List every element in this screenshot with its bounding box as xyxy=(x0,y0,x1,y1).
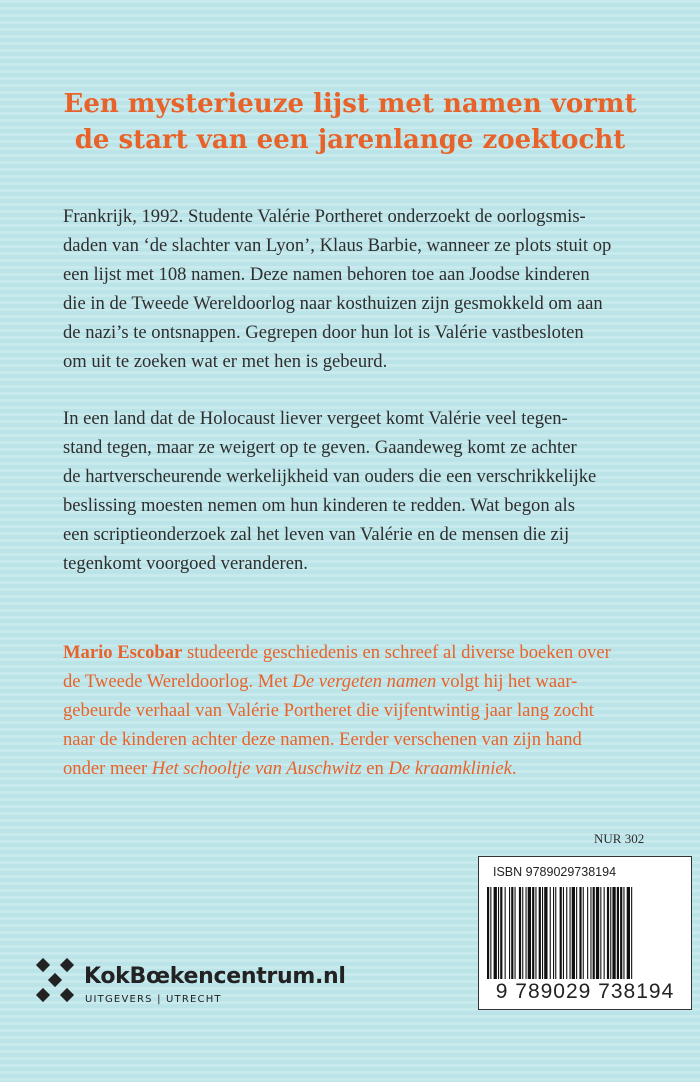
publisher-subtitle: UITGEVERS | UTRECHT xyxy=(85,994,222,1005)
barcode-bar xyxy=(553,887,554,979)
text-line: naar de kinderen achter deze namen. Eerder verschenen van zijn hand xyxy=(63,729,582,750)
barcode-bar xyxy=(539,887,541,979)
kok-logo-icon xyxy=(34,958,78,1006)
barcode-bar xyxy=(511,887,513,979)
headline-line: Een mysterieuze lijst met namen vormt xyxy=(63,89,637,119)
barcode-bar xyxy=(515,887,516,979)
barcode-bar xyxy=(498,887,499,979)
barcode-bar xyxy=(620,887,622,979)
barcode-bar xyxy=(555,887,556,979)
text-line: stand tegen, maar ze weigert op te geven. Gaandeweg komt ze achter xyxy=(63,437,577,458)
barcode-bar xyxy=(542,887,543,979)
barcode-bar xyxy=(617,887,619,979)
text-fragment: volgt hij het waar- xyxy=(436,671,578,692)
text-fragment: . xyxy=(511,758,517,779)
text-line xyxy=(63,667,653,696)
barcode-bar xyxy=(519,887,521,979)
text-fragment: onder meer xyxy=(63,758,152,779)
barcode-bar xyxy=(627,887,630,979)
barcode-bars xyxy=(485,887,685,979)
barcode-bar xyxy=(612,887,615,979)
text-line xyxy=(63,754,653,783)
text-line: die in de Tweede Wereldoorlog naar kosthuizen zijn gesmokkeld om aan xyxy=(63,293,603,314)
barcode-bar xyxy=(604,887,605,979)
author-name: Mario Escobar xyxy=(63,642,183,663)
barcode-bar xyxy=(500,887,502,979)
book-title: Het schooltje van Auschwitz xyxy=(151,758,362,779)
book-title: De kraamkliniek xyxy=(388,758,512,779)
author-bio xyxy=(63,638,653,783)
barcode-bar xyxy=(631,887,632,979)
barcode-bar xyxy=(535,887,536,979)
barcode-bar xyxy=(566,887,567,979)
barcode-bar xyxy=(607,887,609,979)
text-line: de hartverscheurende werkelijkheid van ouders die een verschrikkelijke xyxy=(63,466,597,487)
barcode-bar xyxy=(532,887,534,979)
barcode-bar xyxy=(490,887,491,979)
barcode-bar xyxy=(570,887,571,979)
barcode-bar xyxy=(505,887,506,979)
barcode-bar xyxy=(590,887,591,979)
text-fragment: studeerde geschiedenis en schreef al diverse boeken over xyxy=(182,642,611,663)
barcode-bar xyxy=(526,887,527,979)
text-line: daden van ‘de slachter van Lyon’, Klaus Barbie, wanneer ze plots stuit op xyxy=(63,235,612,256)
text-line: Frankrijk, 1992. Studente Valérie Portheret onderzoekt de oorlogsmis- xyxy=(63,206,586,227)
text-line xyxy=(63,638,653,667)
text-line: In een land dat de Holocaust liever vergeet komt Valérie veel tegen- xyxy=(63,408,568,429)
barcode-bar xyxy=(600,887,601,979)
text-fragment: de Tweede Wereldoorlog. Met xyxy=(63,671,293,692)
barcode-bar xyxy=(528,887,531,979)
barcode-bar xyxy=(522,887,523,979)
headline xyxy=(0,86,700,158)
text-line: een scriptieonderzoek zal het leven van Valérie en de mensen die zij xyxy=(63,524,570,545)
text-line: een lijst met 108 namen. Deze namen behoren toe aan Joodse kinderen xyxy=(63,264,590,285)
publisher-name: KokBœkencentrum.nl xyxy=(84,964,346,989)
barcode-bar xyxy=(587,887,588,979)
barcode-bar xyxy=(560,887,562,979)
isbn-label: ISBN 9789029738194 xyxy=(493,865,617,879)
barcode-bar xyxy=(572,887,575,979)
barcode-bar xyxy=(610,887,611,979)
synopsis-paragraph-2 xyxy=(63,404,653,578)
barcode-bar xyxy=(487,887,489,979)
text-line: om uit te zoeken wat er met hen is gebeurd. xyxy=(63,351,388,372)
barcode-bar xyxy=(596,887,599,979)
nur-code: NUR 302 xyxy=(594,831,645,846)
book-title: De vergeten namen xyxy=(292,671,437,692)
text-line: de nazi’s te ontsnappen. Gegrepen door hun lot is Valérie vastbesloten xyxy=(63,322,584,343)
barcode-bar xyxy=(623,887,624,979)
headline-line: de start van een jarenlange zoektocht xyxy=(74,125,626,155)
barcode-bar xyxy=(509,887,510,979)
text-line: beslissing moesten nemen om hun kinderen te redden. Wat begon als xyxy=(63,495,575,516)
barcode-bar xyxy=(544,887,547,979)
barcode-bar xyxy=(579,887,581,979)
text-line: gebeurde verhaal van Valérie Portheret die vijfentwintig jaar lang zocht xyxy=(63,700,594,721)
text-line: tegenkomt voorgoed veranderen. xyxy=(63,553,308,574)
text-fragment: en xyxy=(361,758,389,779)
barcode-bar xyxy=(550,887,551,979)
barcode-bar xyxy=(593,887,595,979)
barcode-bar xyxy=(583,887,584,979)
barcode-bar xyxy=(563,887,564,979)
synopsis-paragraph-1 xyxy=(63,202,653,376)
barcode-bar xyxy=(576,887,577,979)
ean-digits: 9 789029 738194 xyxy=(495,980,675,1003)
barcode-bar xyxy=(494,887,497,979)
isbn-barcode xyxy=(478,856,692,1010)
